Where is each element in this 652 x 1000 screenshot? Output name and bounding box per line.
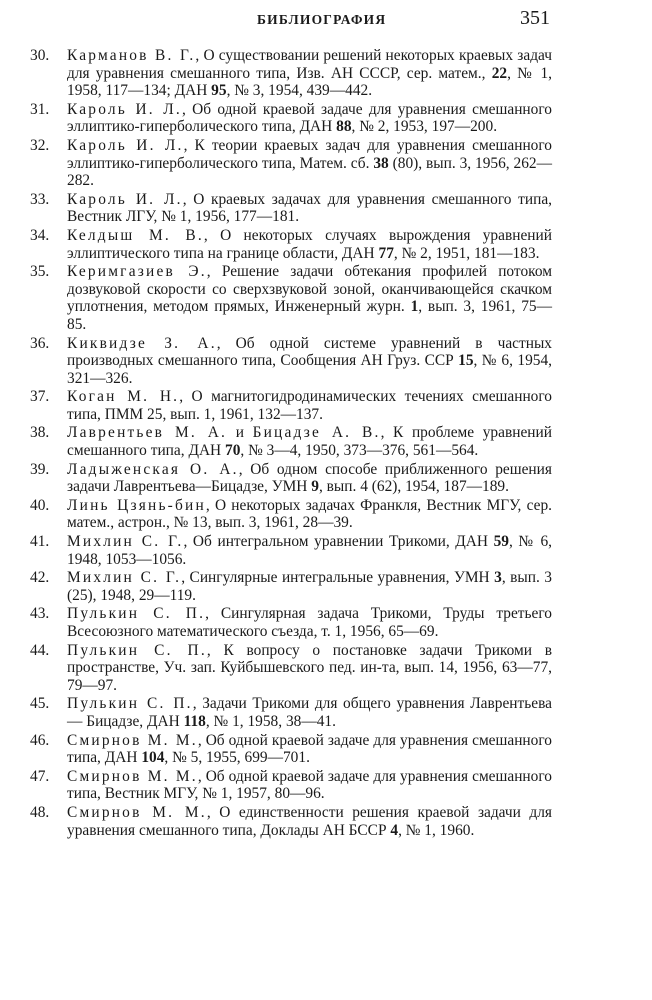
entry-volume: 38: [373, 154, 389, 172]
entry-number: 31.: [30, 100, 50, 118]
bibliography-entry-48: [30, 804, 552, 839]
entry-volume: 77: [378, 244, 394, 262]
entry-author: Керимгазиев Э.: [67, 263, 207, 281]
entry-text: , О существовании решений некоторых краевых задач для уравнения смешанного типа, Изв. АН СССР, сер. матем.,: [67, 47, 552, 82]
entry-volume: 3: [494, 569, 502, 587]
entry-number: 38.: [30, 424, 50, 442]
bibliography-entry-46: [30, 732, 552, 767]
entry-text: , Об одном способе приближенного решения задачи Лаврентьева—Бицадзе, УМН: [67, 460, 552, 496]
entry-text: , № 5, 1955, 699—701.: [164, 749, 310, 767]
entry-author: Пулькин С. П.: [67, 605, 206, 623]
entry-number: 37.: [30, 388, 50, 406]
entry-number: 34.: [30, 226, 50, 244]
entry-volume: 59: [493, 533, 509, 551]
entry-author: Келдыш М. В.: [67, 226, 204, 244]
entry-number: 40.: [30, 496, 50, 514]
entry-text: , № 2, 1951, 181—183.: [393, 244, 540, 262]
entry-text: , № 2, 1953, 197—200.: [351, 118, 498, 136]
entry-text: , Об интегральном уравнении Трикоми, ДАН: [183, 533, 494, 551]
entry-volume: 4: [390, 821, 399, 839]
entry-text: , К проблеме уравнений смешанного типа, ДАН: [67, 424, 552, 460]
entry-text: , вып. 3, 1961, 75—85.: [67, 298, 552, 333]
entry-volume: 15: [458, 352, 474, 370]
page-number: 351: [520, 7, 550, 29]
entry-author: Смирнов М. М.: [67, 803, 207, 821]
bibliography-entry-31: [30, 101, 552, 136]
entry-author: Смирнов М. М.: [67, 731, 198, 749]
entry-author: Кароль И. Л.: [67, 136, 184, 154]
entry-number: 33.: [30, 190, 50, 208]
entry-author: Кароль И. Л.: [67, 100, 182, 118]
entry-number: 36.: [30, 334, 50, 352]
entry-text: , № 1, 1958, 117—134; ДАН: [67, 64, 552, 100]
entry-author: Киквидзе З. А.: [67, 334, 217, 352]
entry-text: , Об одной краевой задаче для уравнения смешанного эллиптико-гиперболического типа, ДАН: [67, 100, 552, 136]
entry-number: 32.: [30, 136, 50, 154]
entry-volume: 104: [141, 749, 165, 767]
entry-volume: 95: [211, 82, 227, 100]
entry-text: , Об одной краевой задаче для уравнения смешанного типа, ДАН: [67, 731, 552, 767]
entry-author: Михлин С. Г.: [67, 533, 184, 551]
bibliography-entry-47: [30, 768, 552, 803]
entry-number: 30.: [30, 47, 50, 64]
bibliography-entry-33: [30, 191, 552, 226]
entry-author: Коган М. Н.: [67, 388, 180, 406]
bibliography-entry-30: [30, 47, 552, 100]
bibliography-entry-41: [30, 533, 552, 568]
entry-number: 46.: [30, 731, 50, 749]
entry-text: , К теории краевых задач для уравнения смешанного эллиптико-гиперболического типа, Матем. сб.: [67, 136, 552, 172]
entry-text: , О некоторых случаях вырождения уравнений эллиптического типа на границе области, ДАН: [67, 226, 552, 262]
entry-author: Пулькин С. П.: [67, 641, 207, 659]
entry-author: Кароль И. Л.: [67, 190, 183, 208]
bibliography-entry-39: [30, 461, 552, 496]
entry-author: Смирнов М. М.: [67, 767, 198, 785]
entry-volume: 118: [183, 712, 206, 730]
entry-text: , Решение задачи обтекания профилей потоком дозвуковой скорости со сверхзвуковой зоной, оканчивающейся скачком уплотнения, методом прямых, Инженерный журн.: [67, 263, 552, 316]
entry-text: , Об одной краевой задаче для уравнения смешанного типа, Вестник МГУ, № 1, 1957, 80—96.: [67, 767, 552, 803]
bibliography-entry-43: [30, 605, 552, 640]
entry-text: , О единственности решения краевой задачи для уравнения смешанного типа, Доклады АН БССР: [67, 803, 552, 839]
entry-text: , Сингулярная задача Трикоми, Труды третьего Всесоюзного математического съезда, т. 1, 1956, 65—69.: [67, 605, 553, 640]
bibliography-entry-38: [30, 424, 552, 459]
bibliography-entry-36: [30, 335, 552, 388]
entry-text: , вып. 4 (62), 1954, 187—189.: [318, 478, 509, 496]
entry-volume: 70: [225, 442, 241, 460]
entry-text: , № 3—4, 1950, 373—376, 561—564.: [240, 442, 479, 460]
entry-text: и: [227, 424, 253, 442]
entry-text: , № 1, 1958, 38—41.: [205, 712, 336, 730]
entry-text: , О некоторых задачах Франкля, Вестник МГУ, сер. матем., астрон., № 13, вып. 3, 1961, 28—39.: [67, 496, 552, 532]
entry-author: Ладыженская О. А.: [67, 460, 239, 478]
running-header: БИБЛИОГРАФИЯ: [257, 12, 387, 27]
entry-text: , О краевых задачах для уравнения смешанного типа, Вестник ЛГУ, № 1, 1956, 177—181.: [67, 190, 552, 226]
entry-volume: 1: [410, 298, 419, 316]
entry-number: 43.: [30, 605, 50, 623]
entry-author: Бицадзе А. В.: [252, 424, 381, 442]
entry-author: Михлин С. Г.: [67, 569, 182, 587]
bibliography-entry-40: [30, 497, 552, 532]
entry-author: Пулькин С. П.: [67, 695, 193, 713]
entry-number: 41.: [30, 533, 50, 551]
entry-volume: 9: [311, 478, 319, 496]
entry-number: 35.: [30, 263, 50, 281]
bibliography-entry-34: [30, 227, 552, 262]
entry-volume: 88: [336, 118, 352, 136]
entry-author: Линь Цзянь-бин: [67, 496, 206, 514]
entry-author: Карманов В. Г.: [67, 47, 196, 64]
bibliography-entry-32: [30, 137, 552, 190]
entry-text: , вып. 3 (25), 1948, 29—119.: [67, 569, 552, 604]
entry-text: , Задачи Трикоми для общего уравнения Лаврентьева — Бицадзе, ДАН: [67, 695, 552, 730]
entry-number: 44.: [30, 641, 50, 659]
entry-number: 39.: [30, 460, 50, 478]
entry-text: , Об одной системе уравнений в частных производных смешанного типа, Сообщения АН Груз. ССР: [67, 334, 552, 370]
entry-number: 42.: [30, 569, 50, 587]
entry-number: 48.: [30, 803, 50, 821]
bibliography-entry-44: [30, 642, 552, 695]
entry-text: , № 6, 1954, 321—326.: [67, 352, 553, 387]
entry-text: (80), вып. 3, 1956, 262—282.: [67, 154, 552, 190]
entry-author: Лаврентьев М. А.: [67, 424, 228, 442]
entry-number: 47.: [30, 767, 50, 785]
entry-text: , № 3, 1954, 439—442.: [226, 82, 373, 100]
bibliography-entry-35: [30, 263, 552, 333]
entry-text: , Сингулярные интегральные уравнения, УМН: [181, 569, 495, 587]
entry-text: , К вопросу о постановке задачи Трикоми в пространстве, Уч. зап. Куйбышевского пед. ин-та, вып. 14, 1956, 63—77, 79—97.: [67, 641, 552, 694]
bibliography-entry-45: [30, 695, 552, 730]
entry-text: , № 6, 1948, 1053—1056.: [67, 533, 552, 568]
bibliography-entry-37: [30, 388, 552, 423]
entry-text: , О магнитогидродинамических течениях смешанного типа, ПММ 25, вып. 1, 1961, 132—137.: [67, 388, 552, 423]
bibliography-list: [30, 47, 552, 840]
entry-volume: 22: [491, 64, 508, 82]
bibliography-entry-42: [30, 569, 552, 604]
entry-text: , № 1, 1960.: [398, 821, 475, 839]
entry-number: 45.: [30, 695, 50, 713]
